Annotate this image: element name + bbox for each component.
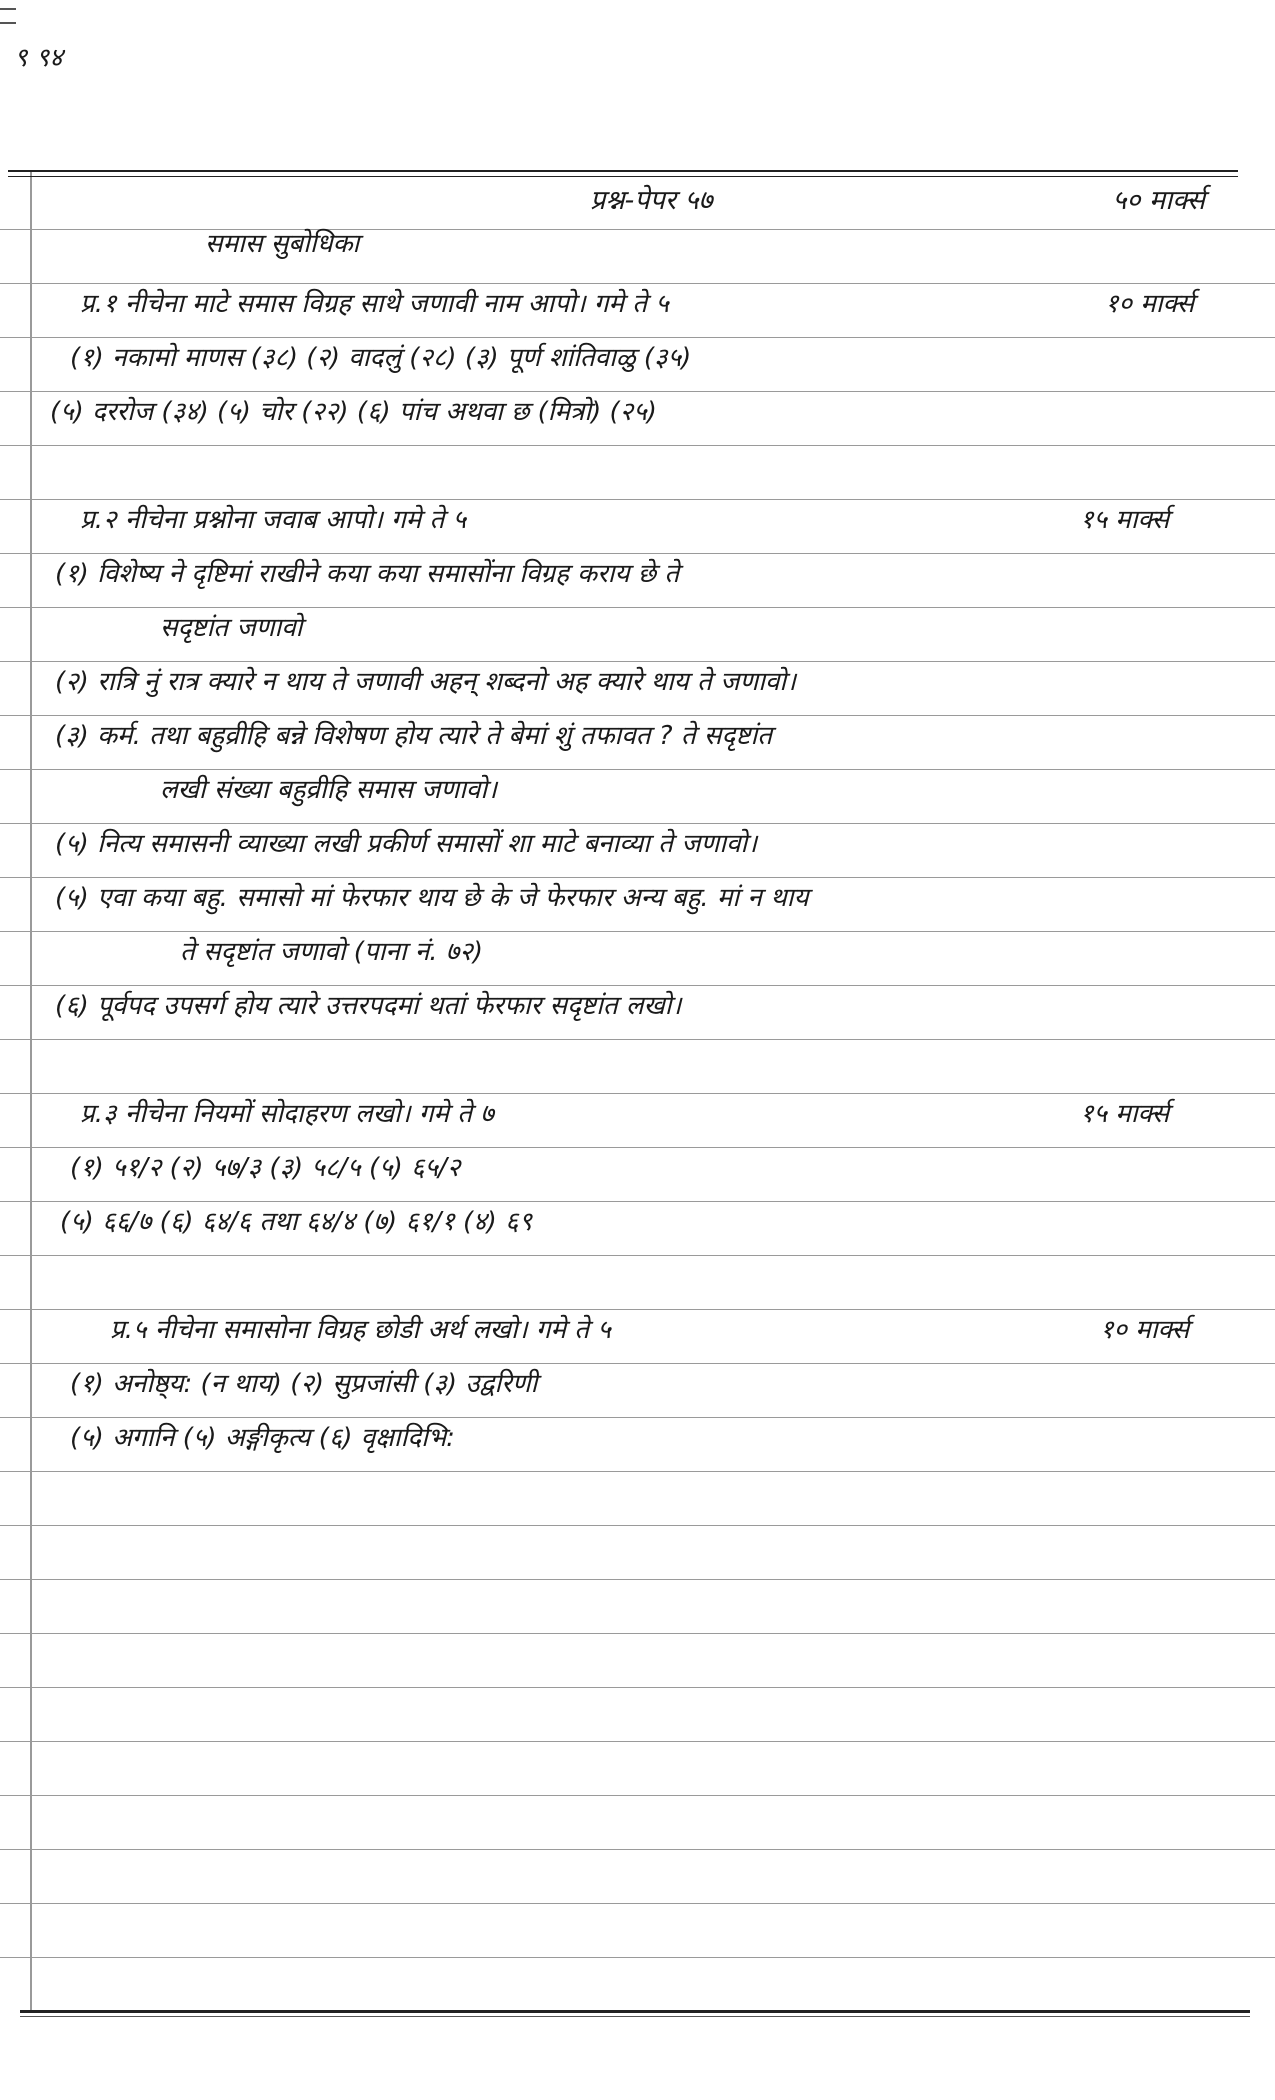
q3-row2: (५) ६६/७ (६) ६४/६ तथा ६४/४ (७) ६१/१ (४) ६९ — [60, 1207, 533, 1237]
corner-mark — [0, 8, 16, 24]
q1-row2: (५) दररोज (३४) (५) चोर (२२) (६) पांच अथवा छ (मित्रो) (२५) — [50, 397, 657, 427]
q4-heading: प्र.५ नीचेना समासोना विग्रह छोडी अर्थ लखो। गमे ते ५ — [110, 1315, 611, 1345]
q2-item1b: सदृष्टांत जणावो — [160, 613, 303, 643]
q3-heading: प्र.३ नीचेना नियमों सोदाहरण लखो। गमे ते ७ — [80, 1099, 494, 1129]
q2-item3b: लखी संख्या बहुव्रीहि समास जणावो। — [160, 775, 497, 805]
q4-row2: (५) अगानि (५) अङ्गीकृत्य (६) वृक्षादिभि: — [70, 1423, 455, 1453]
q2-item4: (५) नित्य समासनी व्याख्या लखी प्रकीर्ण समासों शा माटे बनाव्या ते जणावो। — [55, 829, 758, 859]
subtitle: समास सुबोधिका — [205, 229, 360, 259]
q1-heading: प्र.१ नीचेना माटे समास विग्रह साथे जणावी नाम आपो। गमे ते ५ — [80, 289, 669, 319]
q1-row1: (१) नकामो माणस (३८) (२) वादलुं (२८) (३) पूर्ण शांतिवाळु (३५) — [70, 343, 692, 373]
bottom-rule-2 — [20, 2016, 1250, 2017]
bottom-rule — [20, 2010, 1250, 2013]
q2-item6: (६) पूर्वपद उपसर्ग होय त्यारे उत्तरपदमां थतां फेरफार सदृष्टांत लखो। — [55, 991, 682, 1021]
q4-marks: १० मार्क्स — [1100, 1315, 1190, 1345]
q2-item5b: ते सदृष्टांत जणावो (पाना नं. ७२) — [180, 937, 483, 967]
q3-row1: (१) ५१/२ (२) ५७/३ (३) ५८/५ (५) ६५/२ — [70, 1153, 461, 1183]
paper-title: प्रश्न-पेपर ५७ — [590, 185, 713, 216]
q2-heading: प्र.२ नीचेना प्रश्नोना जवाब आपो। गमे ते ५ — [80, 505, 467, 535]
paper-header — [40, 176, 1240, 216]
q2-item2: (२) रात्रि नुं रात्र क्यारे न थाय ते जणावी अहन् शब्दनो अह क्यारे थाय ते जणावो। — [55, 667, 796, 697]
q2-item5a: (५) एवा कया बहु. समासो मां फेरफार थाय छे के जे फेरफार अन्य बहु. मां न थाय — [55, 883, 809, 913]
total-marks: ५० मार्क्स — [1112, 185, 1205, 216]
q4-row1: (१) अनोष्ठ्य: (न थाय) (२) सुप्रजांसी (३) उद्वरिणी — [70, 1369, 538, 1399]
q3-marks: १५ मार्क्स — [1080, 1099, 1170, 1129]
page-number: ९ ९४ — [14, 43, 63, 73]
top-rule — [8, 170, 1238, 172]
q2-item3a: (३) कर्म. तथा बहुव्रीहि बन्ने विशेषण होय त्यारे ते बेमां शुं तफावत ? ते सदृष्टांत — [55, 721, 773, 751]
q2-marks: १५ मार्क्स — [1080, 505, 1170, 535]
margin-line — [30, 170, 32, 2010]
q2-item1a: (१) विशेष्य ने दृष्टिमां राखीने कया कया समासोंना विग्रह कराय छे ते — [55, 559, 680, 589]
q1-marks: १० मार्क्स — [1105, 289, 1195, 319]
